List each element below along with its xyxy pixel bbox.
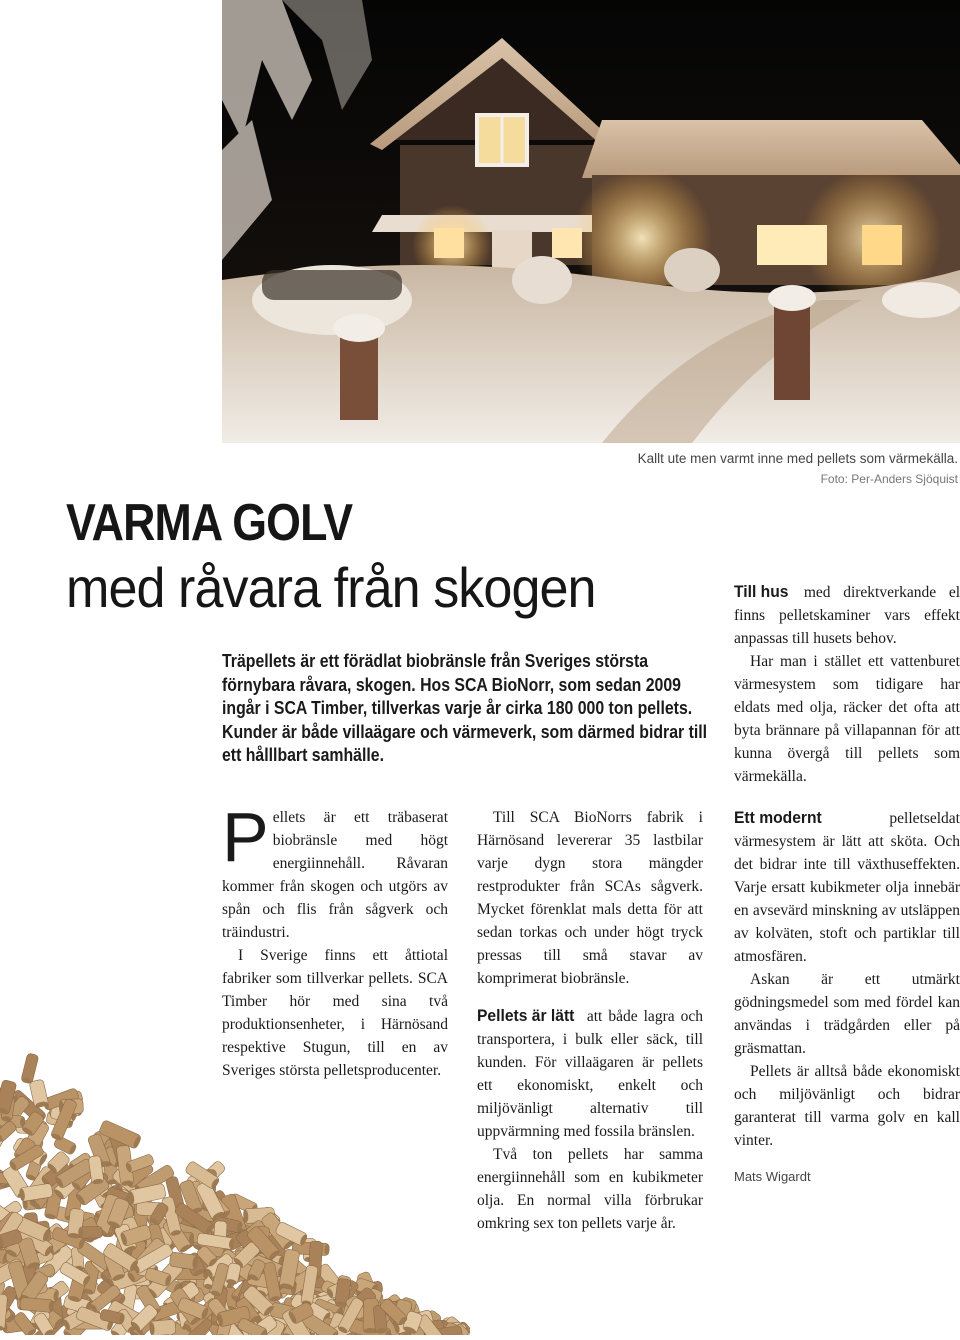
column-2 (477, 806, 703, 1235)
paragraph: I Sverige finns ett åttiotal fabriker som tillverkar pellets. SCA Timber hör med sina två produktionsenheter, i Härnösand respektive Stugun, till en av Sveriges största pelletsproducenter. (222, 944, 448, 1082)
photo-credit: Foto: Per-Anders Sjöquist (821, 472, 958, 486)
hero-photo (222, 0, 960, 443)
subhead-pellets-ar-latt: Pellets är lätt (477, 1004, 574, 1027)
column-3 (734, 806, 960, 1152)
headline-line-2: med råvara från skogen (66, 560, 596, 616)
author-byline: Mats Wigardt (734, 1169, 811, 1184)
subhead-ett-modernt: Ett modernt (734, 806, 822, 829)
paragraph: Har man i stället ett vattenburet värmesystem som tidigare har eldats med olja, räcker det ofta att byta brännare på villapannan för att kunna övergå till pellets som värmekälla. (734, 650, 960, 788)
drop-cap: P (222, 808, 269, 866)
column-right-top (734, 580, 960, 788)
headline-line-1: VARMA GOLV (66, 497, 352, 549)
lead-paragraph: Träpellets är ett förädlat biobränsle från Sveriges största förnybara råvara, skogen. Hos SCA BioNorr, som sedan 2009 ingår i SCA Timber, tillverkas varje år cirka 180 000 ton pellets. Kunder är både villaägare och värmeverk, som därmed bidrar till ett hålllbart samhälle. (222, 650, 715, 768)
paragraph: Till SCA BioNorrs fabrik i Härnösand levererar 35 lastbilar varje dygn stora mängder restprodukter från SCAs sågverk. Mycket förenklat mals detta för att sedan torkas och under högt tryck pressas till små stavar av komprimerat biobränsle. (477, 806, 703, 990)
paragraph: att både lagra och transportera, i bulk eller säck, till kunden. För villaägaren är pellets ett ekonomiskt, enkelt och miljövänligt alternativ till uppvärmning med fossila bränslen. (477, 1008, 703, 1140)
subhead-till-hus: Till hus (734, 580, 788, 603)
paragraph: Askan är ett utmärkt gödningsmedel som med fördel kan användas i trädgården eller på gräsmattan. (734, 968, 960, 1060)
paragraph: Två ton pellets har samma energiinnehåll som en kubikmeter olja. En normal villa förbrukar omkring sex ton pellets varje år. (477, 1143, 703, 1235)
photo-caption: Kallt ute men varmt inne med pellets som värmekälla. (638, 451, 958, 466)
paragraph: pelletseldat värmesystem är lätt att sköta. Och det bidrar inte till växthuseffekten. Varje ersatt kubikmeter olja innebär en avsevärd minskning av utsläppen av kolväten, stoft och partiklar till atmosfären. (734, 810, 960, 965)
paragraph: med direktverkande el finns pelletskaminer vars effekt anpassas till husets behov. (734, 584, 960, 647)
paragraph: ellets är ett träbaserat biobränsle med högt energiinnehåll. Råvaran kommer från skogen och utgörs av spån och flis från sågverk och träindustri. (222, 809, 448, 941)
paragraph: Pellets är alltså både ekonomiskt och miljövänligt och bidrar garanterat till varma golv en kall vinter. (734, 1060, 960, 1152)
column-1 (222, 806, 448, 1082)
